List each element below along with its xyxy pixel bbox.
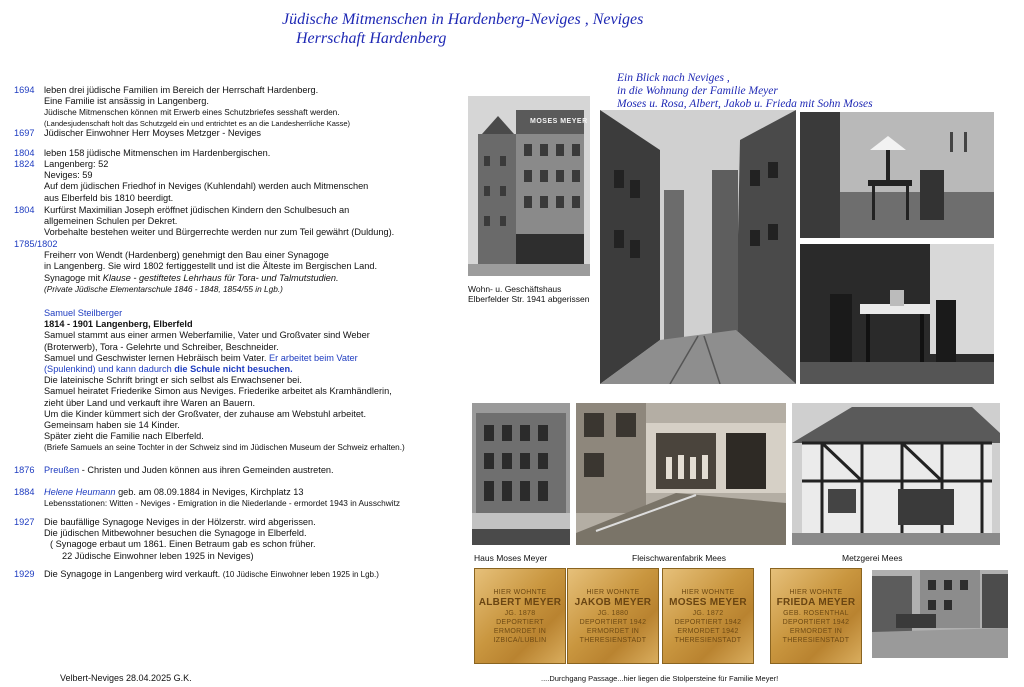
- timeline-1876: 1876 Preußen - Christen und Juden können aus ihren Gemeinden austreten.: [14, 465, 334, 475]
- timeline-1694: 1694 leben drei jüdische Familien im Bereich der Herrschaft Hardenberg. Eine Familie ist ansässig in Langenberg. Jüdische Mitmenschen können mit Erwerb eines Schutzbriefes sesshaft werden. (Landesjudenschaft holt das Schutzgeld ein und entrichtet es an die Landesherrliche Kasse): [14, 85, 351, 128]
- photo-durchgang-passage: [872, 570, 1008, 658]
- timeline-1824: 1824 Langenberg: 52 Neviges: 59 Auf dem jüdischen Friedhof in Neviges (Kuhlendahl) werden auch Mitmenschen aus Elberfeld bis 1810 beerdigt.: [14, 159, 369, 203]
- timeline-1927: 1927 Die baufällige Synagoge Neviges in der Hölzerstr. wird abgerissen. Die jüdischen Mitbewohner besuchen die Synagoge in Elberfeld. ( Synagoge erbaut um 1861. Einen Betraum gab es schon früher. 22 Jüdische Einwohner leben 1925 in Neviges): [14, 517, 316, 561]
- photo-fleischwarenfabrik: [576, 403, 786, 545]
- caption-geschaeftshaus: Wohn- u. Geschäftshaus Elberfelder Str. 1941 abgerissen: [468, 284, 590, 304]
- photo-interior-dining: [800, 244, 994, 384]
- timeline-steilberger: Samuel Steilberger 1814 - 1901 Langenberg, Elberfeld Samuel stammt aus einer armen Weberfamilie, Vater und Großvater sind Weber (Broterwerb), Tora - Gelehrte und Schreiber, Beschneider. Samuel und Geschwister lernen Hebräisch beim Vater. Er arbeitet beim Vater (Spulenkind) und kann dadurch die Schule nicht besuchen. Die lateinische Schrift bringt er sich selbst als Erwachsener bei. Samuel heiratet Friederike Simon aus Neviges. Friederike arbeitet als Kramhändlerin, zieht über Land und verkauft ihre Waren an Bauern. Um die Kinder kümmert sich der Großvater, der zuhause am Webstuhl arbeitet. Gemeinsam haben sie 14 Kinder. Später zieht die Familie nach Elberfeld. (Briefe Samuels an seine Tochter in der Schweiz sind im Jüdischen Museum der Schweiz erhalten.): [14, 308, 454, 454]
- timeline-1804-b: 1804 Kurfürst Maximilian Joseph eröffnet jüdischen Kindern den Schulbesuch an allgemeinen Schulen per Dekret. Vorbehalte bestehen weiter und Bürgerrechte werden nur zum Teil gewährt (Duldung).: [14, 205, 395, 238]
- photo-haus-moses-meyer: [472, 403, 570, 545]
- timeline-1785: 1785/1802 Freiherr von Wendt (Hardenberg) genehmigt den Bau einer Synagoge in Langenberg. Sie wird 1802 fertiggestellt und ist die Älteste im Bergischen Land. Synagoge mit Klause - gestiftetes Lehrhaus für Tora- und Talmutstudien. (Private Jüdische Elementarschule 1846 - 1848, 1854/55 in Lgb.): [14, 239, 377, 294]
- photo-subheading: Ein Blick nach Neviges , in die Wohnung der Familie Meyer Moses u. Rosa, Albert, Jakob u. Frieda mit Sohn Moses: [617, 72, 873, 110]
- photo-metzgerei-mees: [792, 403, 1000, 545]
- stolperstein-albert-meyer: HIER WOHNTE ALBERT MEYER JG. 1878 DEPORTIERT ERMORDET IN IZBICA/LUBLIN: [474, 568, 566, 664]
- photo-street-neviges: [600, 110, 796, 384]
- footer-author-date: Velbert-Neviges 28.04.2025 G.K.: [60, 673, 192, 683]
- photo-shop-sign: MOSES MEYER: [530, 118, 588, 125]
- page-subtitle: Herrschaft Hardenberg: [296, 30, 447, 47]
- timeline-1697: 1697 Jüdischer Einwohner Herr Moyses Metzger - Neviges: [14, 128, 262, 138]
- stolperstein-jakob-meyer: HIER WOHNTE JAKOB MEYER JG. 1880 DEPORTIERT 1942 ERMORDET IN THERESIENSTADT: [567, 568, 659, 664]
- timeline-1884: 1884 Helene Heumann geb. am 08.09.1884 in Neviges, Kirchplatz 13 Lebensstationen: Witten - Neviges - Emigration in die Niederlande - ermordet 1943 in Ausschwitz: [14, 487, 401, 509]
- page-title: Jüdische Mitmenschen in Hardenberg-Neviges , Neviges: [282, 11, 644, 28]
- timeline-1929: 1929 Die Synagoge in Langenberg wird verkauft. (10 Jüdische Einwohner leben 1925 in Lgb.): [14, 569, 379, 579]
- stolperstein-moses-meyer: HIER WOHNTE MOSES MEYER JG. 1872 DEPORTIERT 1942 ERMORDET 1942 THERESIENSTADT: [662, 568, 754, 664]
- footer-stolpersteine-note: ....Durchgang Passage...hier liegen die Stolpersteine für Familie Meyer!: [541, 674, 779, 683]
- photo-interior-living: [800, 112, 994, 238]
- timeline-1804-a: 1804 leben 158 jüdische Mitmenschen im Hardenbergischen.: [14, 148, 271, 158]
- year-label: 1694: [14, 85, 35, 95]
- person-name: Samuel Steilberger: [44, 308, 123, 318]
- caption-haus-moses-meyer: Haus Moses Meyer: [474, 553, 548, 563]
- caption-metzgerei-mees: Metzgerei Mees: [842, 553, 903, 563]
- stolperstein-frieda-meyer: HIER WOHNTE FRIEDA MEYER GEB. ROSENTHAL DEPORTIERT 1942 ERMORDET IN THERESIENSTADT: [770, 568, 862, 664]
- caption-fleischwarenfabrik: Fleischwarenfabrik Mees: [632, 553, 727, 563]
